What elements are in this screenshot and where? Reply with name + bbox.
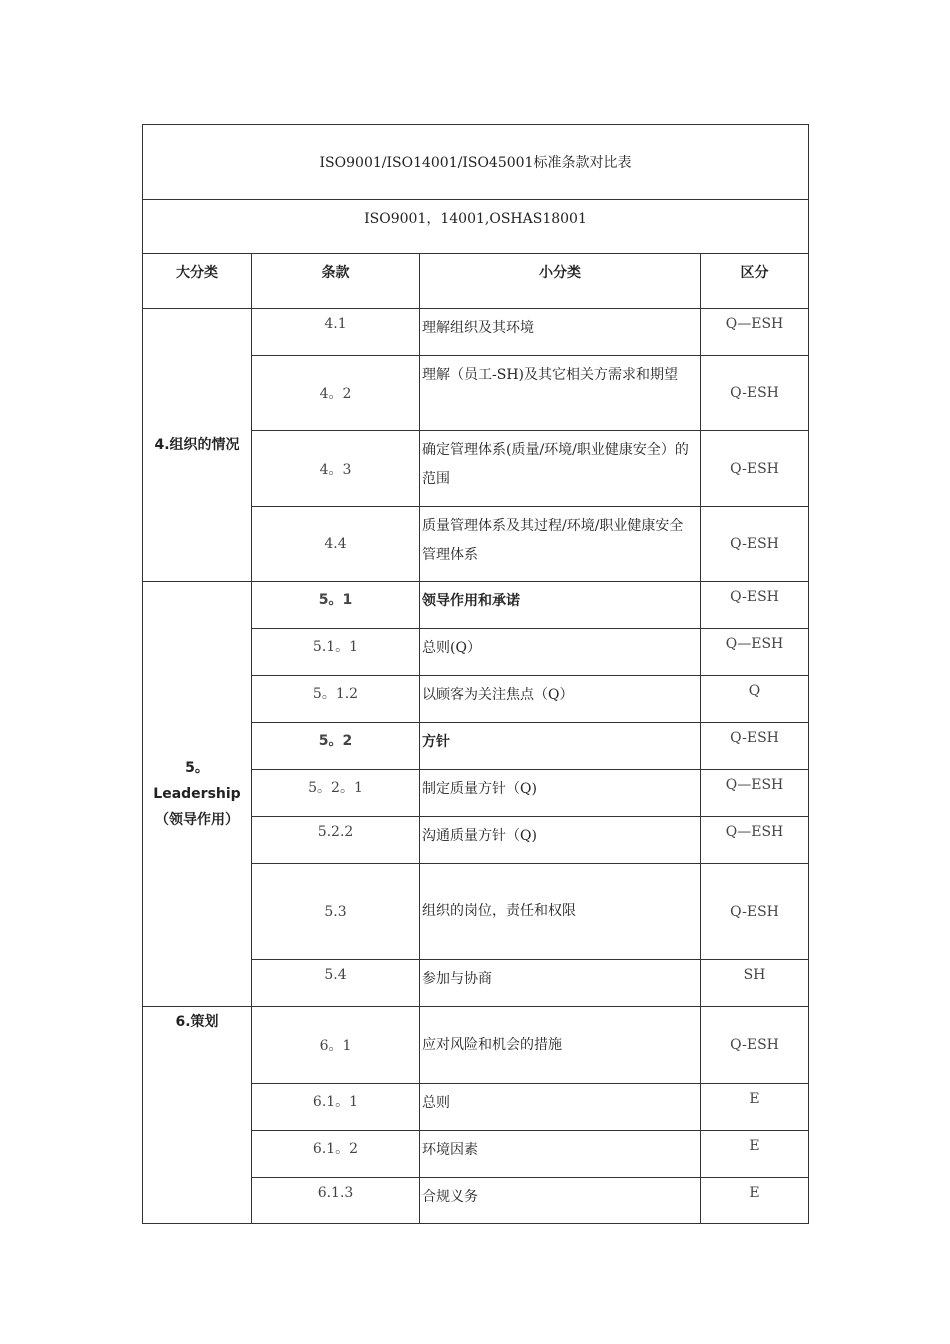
- distinction-cell: E: [701, 1131, 809, 1178]
- category-line: 5。Leadership: [153, 760, 241, 802]
- clause-cell: 5.3: [252, 864, 420, 960]
- distinction-cell: Q—ESH: [701, 629, 809, 676]
- subcategory-cell: 沟通质量方针（Q): [420, 817, 701, 864]
- clause-cell: 5.1。1: [252, 629, 420, 676]
- clause-cell: 6.1。1: [252, 1084, 420, 1131]
- distinction-cell: Q—ESH: [701, 817, 809, 864]
- clause-cell: 4.4: [252, 507, 420, 582]
- subcategory-cell: 理解（员工-SH)及其它相关方需求和期望: [420, 356, 701, 431]
- table-row: [143, 582, 809, 629]
- clause-cell: 5。2。1: [252, 770, 420, 817]
- subcategory-cell: 质量管理体系及其过程/环境/职业健康安全管理体系: [420, 507, 701, 582]
- clause-comparison-table: [142, 124, 809, 1224]
- subcategory-cell: 确定管理体系(质量/环境/职业健康安全）的范围: [420, 431, 701, 507]
- distinction-cell: Q-ESH: [701, 582, 809, 629]
- clause-cell: 6.1。2: [252, 1131, 420, 1178]
- category-cell: [143, 582, 252, 1007]
- table-row: [143, 309, 809, 356]
- clause-cell: 5。2: [252, 723, 420, 770]
- subcategory-cell: 组织的岗位，责任和权限: [420, 864, 701, 960]
- subcategory-cell: 参加与协商: [420, 960, 701, 1007]
- distinction-cell: Q-ESH: [701, 1007, 809, 1084]
- subcategory-cell: 方针: [420, 723, 701, 770]
- clause-cell: 4。3: [252, 431, 420, 507]
- clause-cell: 5。1: [252, 582, 420, 629]
- subcategory-cell: 制定质量方针（Q): [420, 770, 701, 817]
- document-title: ISO9001/ISO14001/ISO45001标准条款对比表: [143, 125, 809, 200]
- distinction-cell: Q-ESH: [701, 507, 809, 582]
- standards-subtitle: ISO9001，14001,OSHAS18001: [143, 200, 809, 254]
- subcategory-cell: 总则: [420, 1084, 701, 1131]
- clause-cell: 5.4: [252, 960, 420, 1007]
- subcategory-cell: 领导作用和承诺: [420, 582, 701, 629]
- distinction-cell: SH: [701, 960, 809, 1007]
- header-distinction: 区分: [701, 254, 809, 309]
- distinction-cell: Q-ESH: [701, 431, 809, 507]
- category-line: （领导作用）: [155, 812, 239, 828]
- subcategory-cell: 应对风险和机会的措施: [420, 1007, 701, 1084]
- subcategory-cell: 理解组织及其环境: [420, 309, 701, 356]
- clause-cell: 6。1: [252, 1007, 420, 1084]
- subcategory-cell: 总则(Q）: [420, 629, 701, 676]
- header-subcategory: 小分类: [420, 254, 701, 309]
- subcategory-cell: 合规义务: [420, 1178, 701, 1224]
- distinction-cell: Q-ESH: [701, 723, 809, 770]
- distinction-cell: Q-ESH: [701, 356, 809, 431]
- clause-cell: 5.2.2: [252, 817, 420, 864]
- distinction-cell: Q: [701, 676, 809, 723]
- distinction-cell: E: [701, 1178, 809, 1224]
- distinction-cell: E: [701, 1084, 809, 1131]
- table-row: [143, 1007, 809, 1084]
- category-cell: 6.策划: [143, 1007, 252, 1224]
- distinction-cell: Q—ESH: [701, 770, 809, 817]
- clause-cell: 4。2: [252, 356, 420, 431]
- distinction-cell: Q-ESH: [701, 864, 809, 960]
- clause-cell: 4.1: [252, 309, 420, 356]
- subcategory-cell: 以顾客为关注焦点（Q）: [420, 676, 701, 723]
- clause-cell: 6.1.3: [252, 1178, 420, 1224]
- category-cell: 4.组织的情况: [143, 309, 252, 582]
- header-category: 大分类: [143, 254, 252, 309]
- distinction-cell: Q—ESH: [701, 309, 809, 356]
- header-clause: 条款: [252, 254, 420, 309]
- clause-cell: 5。1.2: [252, 676, 420, 723]
- subcategory-cell: 环境因素: [420, 1131, 701, 1178]
